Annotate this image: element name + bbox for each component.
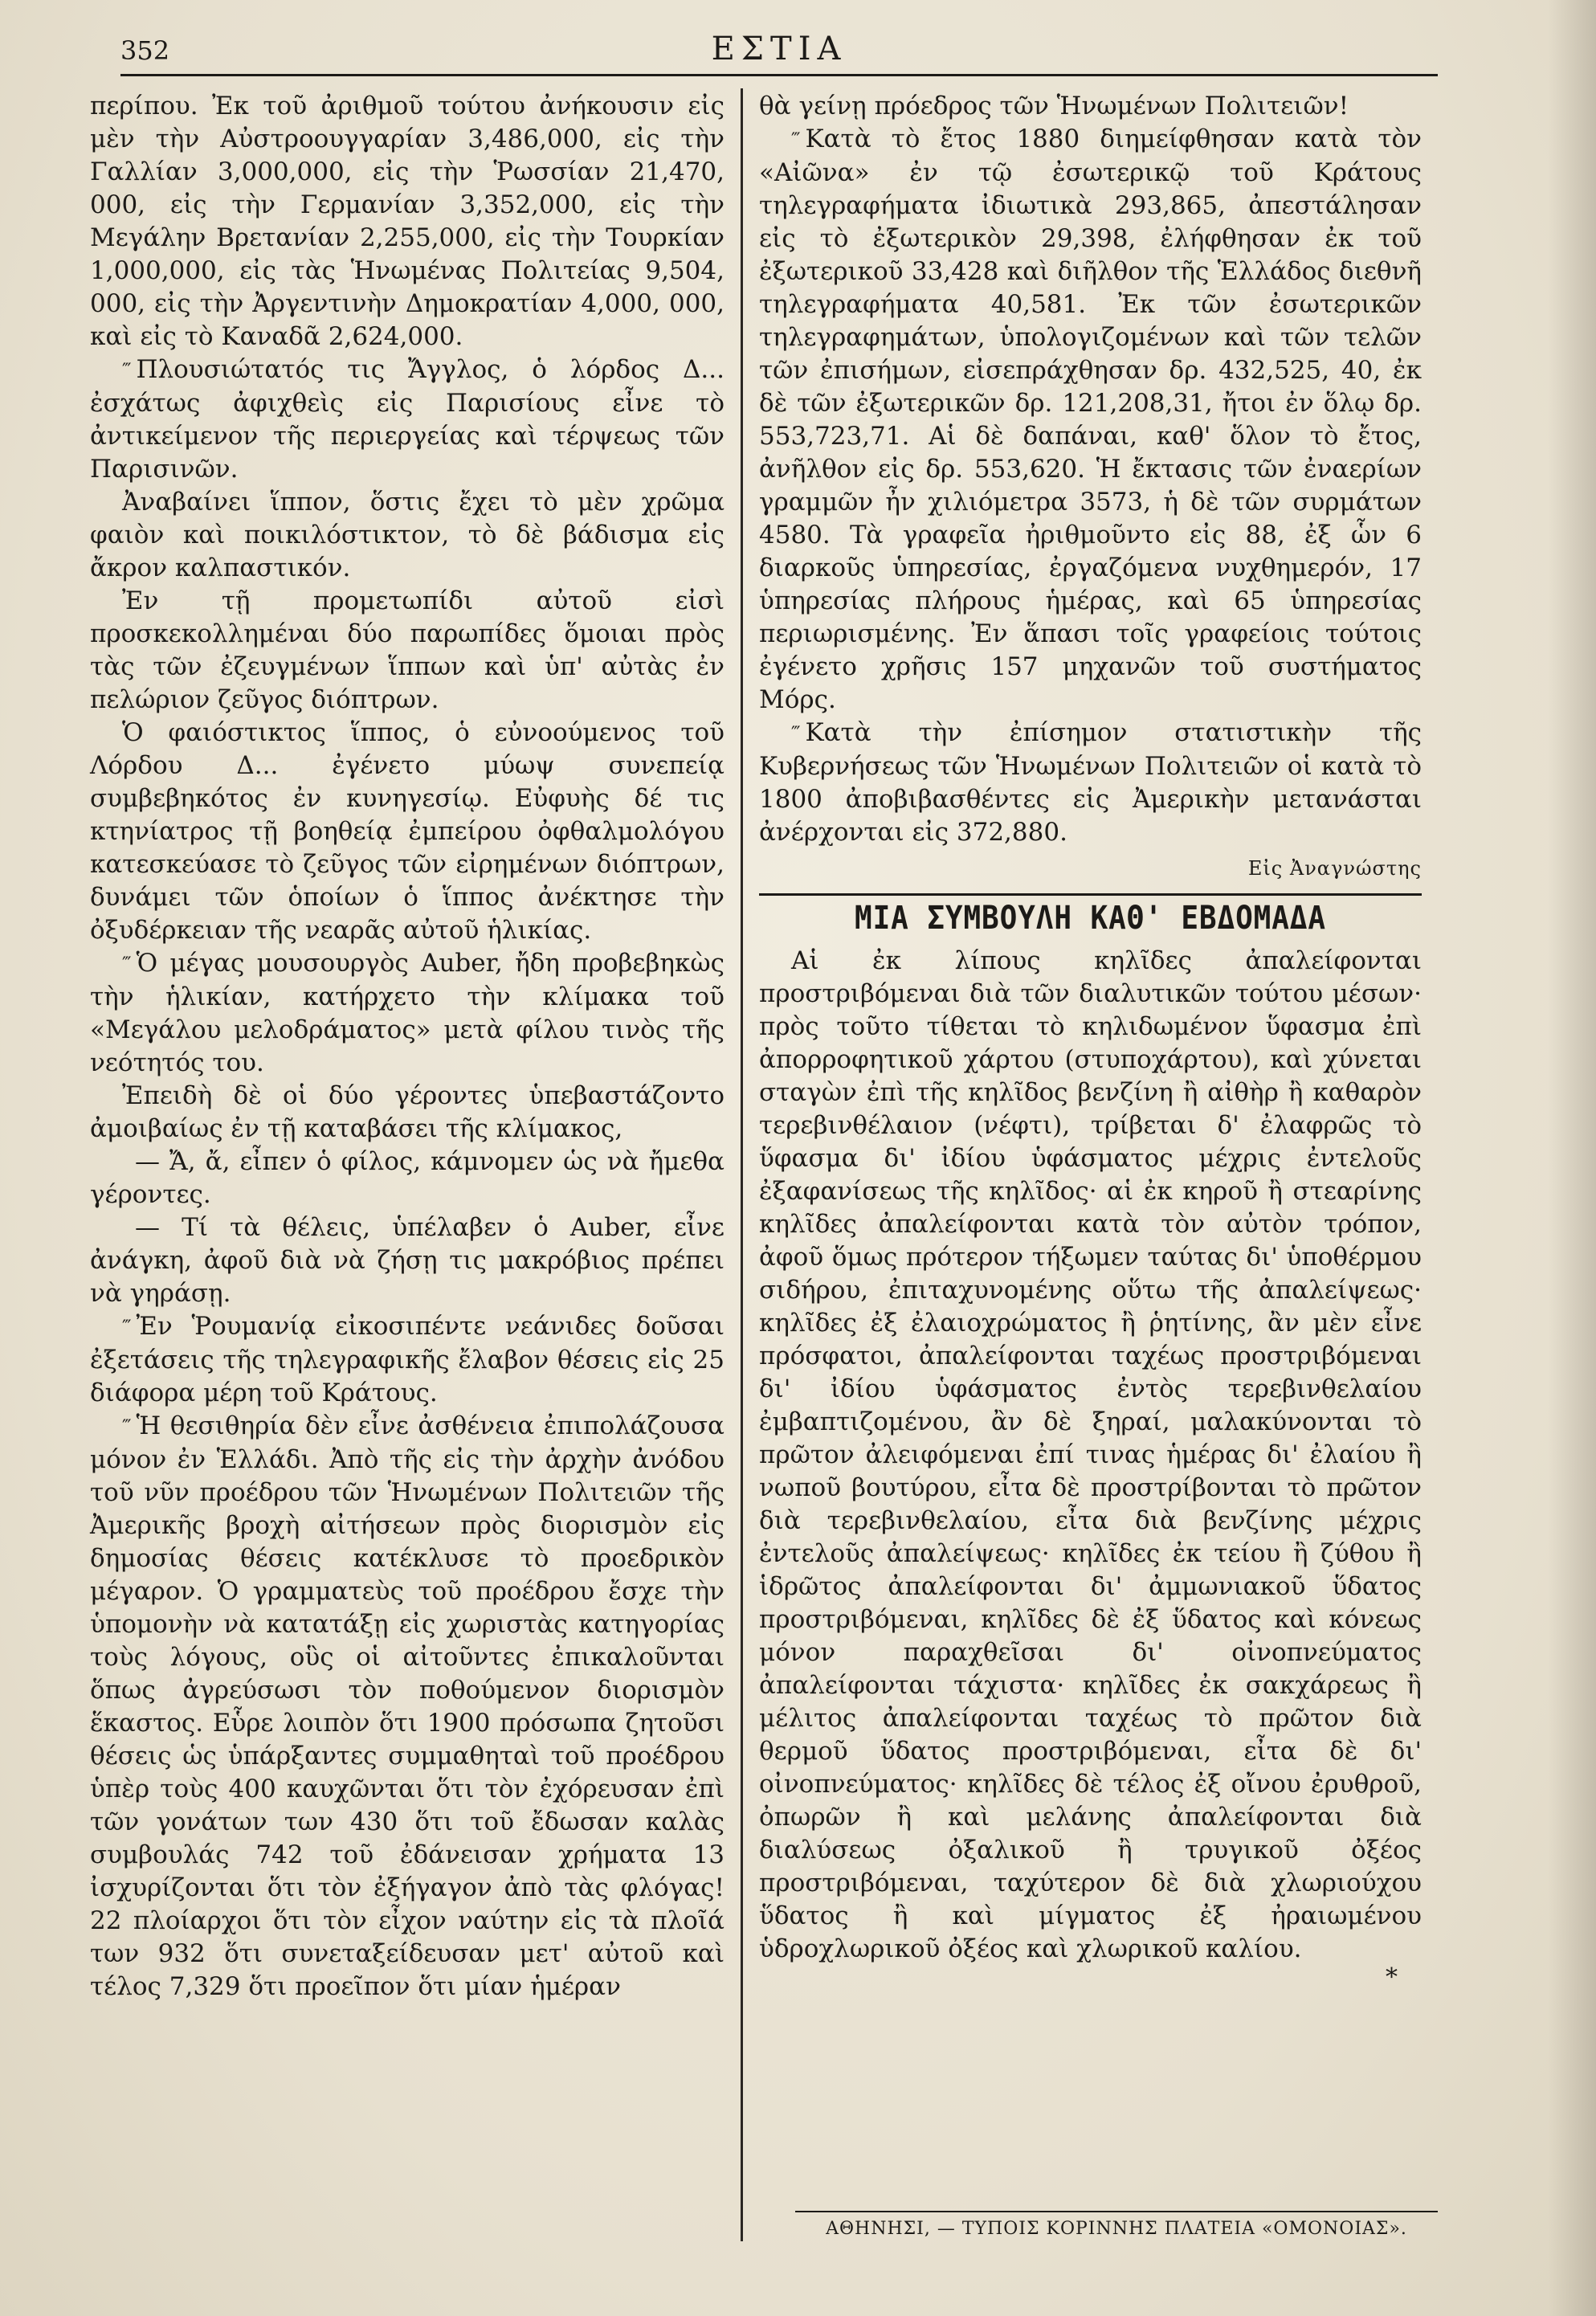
printer-footer: ΑΘΗΝΗΣΙ, — ΤΥΠΟΙΣ ΚΟΡΙΝΝΗΣ ΠΛΑΤΕΙΑ «ΟΜΟΝΟΙΑΣ». bbox=[826, 2219, 1407, 2239]
paragraph-text: θὰ γείνῃ πρόεδρος τῶν Ἡνωμένων Πολιτειῶν! bbox=[759, 92, 1349, 120]
news-item bbox=[90, 947, 725, 1080]
journal-title: ΕΣΤΙΑ bbox=[711, 31, 847, 67]
page-spine-shadow bbox=[1548, 0, 1596, 2316]
paragraph-text: Κατὰ τὸ ἔτος 1880 διημείφθησαν κατὰ τὸν «Αἰῶνα» ἐν τῷ ἐσωτερικῷ τοῦ Κράτους τηλεγραφήματα ἰδιωτικὰ 293,865, ἀπεστάλησαν εἰς τὸ ἐξωτερικὸν 29,398, ἐλήφθησαν ἐκ τοῦ ἐξωτερικοῦ 33,428 καὶ διῆλθον τῆς Ἑλλάδος διεθνῆ τηλεγραφήματα 40,581. Ἐκ τῶν ἐσωτερικῶν τηλεγραφημάτων, ὑπολογιζομένων καὶ τῶν τελῶν τῶν ἐπισήμων, εἰσεπράχθησαν δρ. 432,525, 40, ἐκ δὲ τῶν ἐξωτερικῶν δρ. 121,208,31, ἤτοι ἐν ὅλῳ δρ. 553,723,71. Αἱ δὲ δαπάναι, καθ' ὅλον τὸ ἔτος, ἀνῆλθον εἰς δρ. 553,620. Ἡ ἔκτασις τῶν ἐναερίων γραμμῶν ἦν χιλιόμετρα 3573, ἡ δὲ τῶν συρμάτων 4580. Τὰ γραφεῖα ἠριθμοῦντο εἰς 88, ἐξ ὧν 6 διαρκοῦς ὑπηρεσίας, ἐργαζόμενα νυχθημερόν, 17 ὑπηρεσίας πλήρους ἡμέρας, καὶ 65 ὑπηρεσίας περιωρισμένης. Ἐν ἅπασι τοῖς γραφείοις τούτοις ἐγένετο χρῆσις 157 μηχανῶν τοῦ συστήματος Μόρς. bbox=[759, 125, 1422, 714]
right-column-news bbox=[759, 90, 1422, 849]
paragraph-text: Ἐν τῇ προμετωπίδι αὐτοῦ εἰσὶ προσκεκολλημέναι δύο παρωπίδες ὅμοιαι πρὸς τὰς τῶν ἐζευγμένων ἵππων καὶ ὑπ' αὐτὰς ἐν πελώριον ζεῦγος διόπτρων. bbox=[90, 586, 725, 714]
section-title: ΜΙΑ ΣΥΜΒΟΥΛΗ ΚΑΘ' ΕΒΔΟΜΑΔΑ bbox=[855, 900, 1326, 937]
paragraph-text: Πλουσιώτατός τις Ἄγγλος, ὁ λόρδος Δ... ἐσχάτως ἀφιχθεὶς εἰς Παρισίους εἶνε τὸ ἀντικείμενον τῆς περιεργείας καὶ τέρψεως τῶν Παρισινῶν. bbox=[90, 355, 725, 484]
news-item-marker-icon: ‴ bbox=[791, 724, 799, 744]
paragraph-continuation bbox=[759, 90, 1422, 123]
paragraph-text: — Ἄ, ἄ, εἶπεν ὁ φίλος, κάμνομεν ὡς νὰ ἤμεθα γέροντες. bbox=[90, 1147, 725, 1209]
paragraph-text: Ὁ φαιόστικτος ἵππος, ὁ εὐνοούμενος τοῦ Λόρδου Δ... ἐγένετο μύωψ συνεπείᾳ συμβεβηκότος ἐν κυνηγεσίῳ. Εὐφυὴς δέ τις κτηνίατρος τῇ βοηθείᾳ ἐμπείρου ὀφθαλμολόγου κατεσκεύασε τὸ ζεῦγος τῶν εἰρημένων διόπτρων, δυνάμει τῶν ὁποίων ὁ ἵππος ἀνέκτησε τὴν ὀξυδέρκειαν τῆς νεαρᾶς αὐτοῦ ἡλικίας. bbox=[90, 718, 725, 945]
paragraph-text: Ἐπειδὴ δὲ οἱ δύο γέροντες ὑπεβαστάζοντο ἀμοιβαίως ἐν τῇ καταβάσει τῆς κλίμακος, bbox=[90, 1081, 725, 1143]
paragraph bbox=[90, 1080, 725, 1146]
news-item-marker-icon: ‴ bbox=[791, 130, 799, 150]
signature: Εἰς Ἀναγνώστης bbox=[1247, 857, 1422, 880]
section-body: Αἱ ἐκ λίπους κηλῖδες ἀπαλείφονται προστριβόμεναι διὰ τῶν διαλυτικῶν τούτου μέσων· πρὸς τοῦτο τίθεται τὸ κηλιδωμένον ὕφασμα ἐπὶ ἀπορροφητικοῦ χάρτου (στυποχάρτου), καὶ χύνεται σταγὼν ἐπὶ τῆς κηλῖδος βενζίνη ἢ αἰθὴρ ἢ καθαρὸν τερεβινθέλαιον (νέφτι), τρίβεται δ' ἐλαφρῶς τὸ ὕφασμα δι' ἰδίου ὑφάσματος μέχρις ἐντελοῦς ἐξαφανίσεως τῆς κηλῖδος· αἱ ἐκ κηροῦ ἢ στεαρίνης κηλῖδες ἀπαλείφονται κατὰ τὸν αὐτὸν τρόπον, ἀφοῦ ὅμως πρότερον τήξωμεν ταύτας δι' ὑποθέρμου σιδήρου, ἐπιταχυνομένης οὕτω τῆς ἀπαλείψεως· κηλῖδες ἐξ ἐλαιοχρώματος ἢ ῥητίνης, ἂν μὲν εἶνε πρόσφατοι, ἀπαλείφονται ταχέως προστριβόμεναι δι' ἰδίου ὑφάσματος ἐντὸς τερεβινθελαίου ἐμβαπτιζομένου, ἂν δὲ ξηραί, μαλακύνονται τὸ πρῶτον ἀλειφόμεναι ἐπί τινας ἡμέρας δι' ἐλαίου ἢ νωποῦ βουτύρου, εἶτα δὲ προστρίβονται τὸ πρῶτον διὰ τερεβινθελαίου, εἶτα διὰ βενζίνης μέχρις ἐντελοῦς ἀπαλείψεως· κηλῖδες ἐκ τείου ἢ ζύθου ἢ ἱδρῶτος ἀπαλείφονται δι' ἀμμωνιακοῦ ὕδατος προστριβόμεναι, κηλῖδες δὲ ἐξ ὕδατος καὶ κόνεως μόνον παραχθεῖσαι δι' οἰνοπνεύματος ἀπαλείφονται τάχιστα· κηλῖδες ἐκ σακχάρεως ἢ μέλιτος ἀπαλείφονται ταχέως τὸ πρῶτον διὰ θερμοῦ ὕδατος προστριβόμεναι, εἶτα δὲ δι' οἰνοπνεύματος· κηλῖδες δὲ τέλος ἐξ οἴνου ἐρυθροῦ, ὀπωρῶν ἢ καὶ μελάνης ἀπαλείφονται διὰ διαλύσεως ὀξαλικοῦ ἢ τρυγικοῦ ὀξέος προστριβόμεναι, ταχύτερον δὲ διὰ χλωριούχου ὕδατος ἢ καὶ μίγματος ἐξ ἠραιωμένου ὑδροχλωρικοῦ ὀξέος καὶ χλωρικοῦ καλίου. bbox=[759, 946, 1422, 1963]
left-column bbox=[90, 90, 725, 2004]
news-item bbox=[90, 353, 725, 486]
paragraph-continuation bbox=[90, 90, 725, 353]
paragraph-text: Ἐν Ῥουμανίᾳ εἰκοσιπέντε νεάνιδες δοῦσαι ἐξετάσεις τῆς τηλεγραφικῆς ἔλαβον θέσεις εἰς 25 διάφορα μέρη τοῦ Κράτους. bbox=[90, 1312, 725, 1407]
news-item-marker-icon: ‴ bbox=[122, 1317, 130, 1338]
paragraph bbox=[90, 717, 725, 947]
paragraph-text: περίπου. Ἐκ τοῦ ἀριθμοῦ τούτου ἀνήκουσιν εἰς μὲν τὴν Αὐστροουγγαρίαν 3,486,000, εἰς τὴν Γαλλίαν 3,000,000, εἰς τὴν Ῥωσσίαν 21,470, 000, εἰς τὴν Γερμανίαν 3,352,000, εἰς τὴν Μεγάλην Βρετανίαν 2,255,000, εἰς τὴν Τουρκίαν 1,000,000, εἰς τὰς Ἡνωμένας Πολιτείας 9,504, 000, εἰς τὴν Ἀργεντινὴν Δημοκρατίαν 4,000, 000, καὶ εἰς τὸ Καναδᾶ 2,624,000. bbox=[90, 92, 725, 351]
dialog-line bbox=[90, 1146, 725, 1211]
news-item bbox=[759, 123, 1422, 717]
paragraph-text: Κατὰ τὴν ἐπίσημον στατιστικὴν τῆς Κυβερνήσεως τῶν Ἡνωμένων Πολιτειῶν οἱ κατὰ τὸ 1800 ἀποβιβασθέντες εἰς Ἀμερικὴν μετανάσται ἀνέρχονται εἰς 372,880. bbox=[759, 718, 1422, 847]
header-rule bbox=[120, 74, 1438, 76]
paragraph bbox=[90, 585, 725, 717]
paragraph-text: Ἡ θεσιθηρία δὲν εἶνε ἀσθένεια ἐπιπολάζουσα μόνον ἐν Ἑλλάδι. Ἀπὸ τῆς εἰς τὴν ἀρχὴν ἀνόδου τοῦ νῦν προέδρου τῶν Ἡνωμένων Πολιτειῶν τῆς Ἀμερικῆς βροχὴ αἰτήσεων πρὸς διορισμὸν εἰς δημοσίας θέσεις κατέκλυσε τὸ προεδρικὸν μέγαρον. Ὁ γραμματεὺς τοῦ προέδρου ἔσχε τὴν ὑπομονὴν νὰ κατατάξῃ εἰς χωριστὰς κατηγορίας τοὺς λόγους, οὓς οἱ αἰτοῦντες ἐπικαλοῦνται ὅπως ἀγρεύσωσι τὸν ποθούμενον διορισμὸν ἕκαστος. Εὗρε λοιπὸν ὅτι 1900 πρόσωπα ζητοῦσι θέσεις ὡς ὑπάρξαντες συμμαθηταὶ τοῦ προέδρου ὑπὲρ τοὺς 400 καυχῶνται ὅτι τὸν ἐχόρευσαν ἐπὶ τῶν γονάτων των 430 ὅτι τοῦ ἔδωσαν καλὰς συμβουλάς 742 τοῦ ἐδάνεισαν χρήματα 13 ἰσχυρίζονται ὅτι τὸν ἐξήγαγον ἀπὸ τὰς φλόγας! 22 πλοίαρχοι ὅτι τὸν εἶχον ναύτην εἰς τὰ πλοῖά των 932 ὅτι συνεταξείδευσαν μετ' αὐτοῦ καὶ τέλος 7,329 ὅτι προεῖπον ὅτι μίαν ἡμέραν bbox=[90, 1411, 725, 2001]
paragraph-text: Ἀναβαίνει ἵππον, ὅστις ἔχει τὸ μὲν χρῶμα φαιὸν καὶ ποικιλόστικτον, τὸ δὲ βάδισμα εἰς ἄκρον καλπαστικόν. bbox=[90, 488, 725, 582]
news-item bbox=[759, 717, 1422, 849]
news-item bbox=[90, 1410, 725, 2004]
footer-rule bbox=[795, 2211, 1438, 2212]
section-rule bbox=[759, 893, 1422, 896]
end-asterisk: * bbox=[1386, 1963, 1398, 1991]
paragraph-text: — Τί τὰ θέλεις, ὑπέλαβεν ὁ Auber, εἶνε ἀνάγκη, ἀφοῦ διὰ νὰ ζήσῃ τις μακρόβιος πρέπει νὰ γηράσῃ. bbox=[90, 1213, 725, 1308]
page-header bbox=[120, 27, 1438, 72]
news-item-marker-icon: ‴ bbox=[122, 1417, 130, 1437]
news-item-marker-icon: ‴ bbox=[122, 361, 130, 381]
page-number: 352 bbox=[120, 35, 170, 66]
paragraph bbox=[90, 486, 725, 585]
news-item bbox=[90, 1310, 725, 1410]
right-column bbox=[759, 90, 1422, 1990]
news-item-marker-icon: ‴ bbox=[122, 954, 130, 974]
paragraph-text: Ὁ μέγας μουσουργὸς Auber, ἤδη προβεβηκὼς τὴν ἡλικίαν, κατήρχετο τὴν κλίμακα τοῦ «Μεγάλου μελοδράματος» μετὰ φίλου τινὸς τῆς νεότητός του. bbox=[90, 949, 725, 1077]
dialog-line bbox=[90, 1211, 725, 1310]
column-divider bbox=[741, 88, 743, 2241]
